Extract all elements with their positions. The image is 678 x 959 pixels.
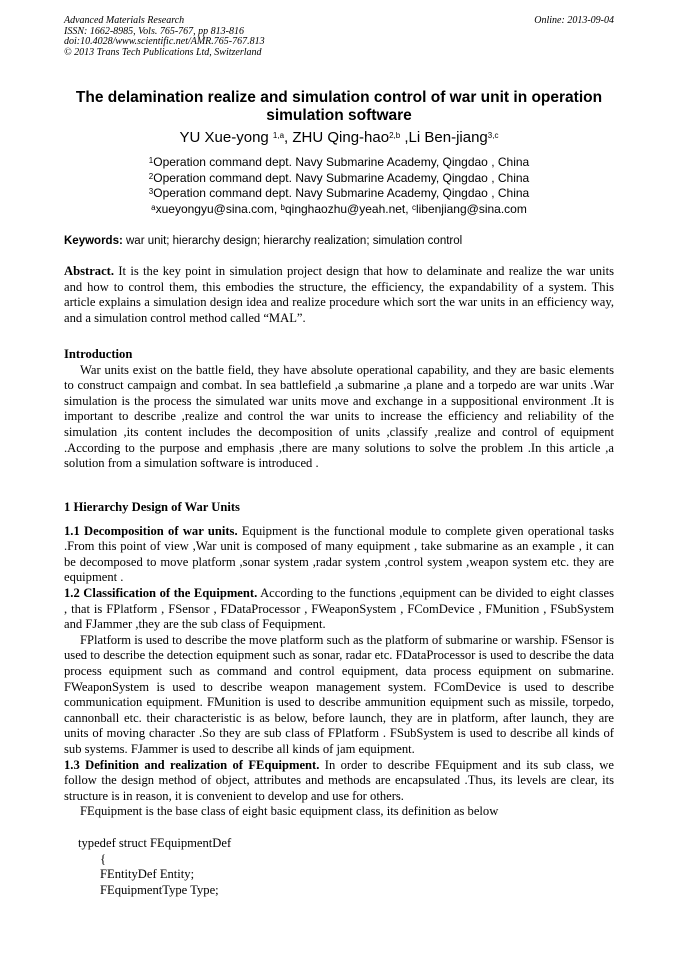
s13-text: In order to describe FEquipment and its sub class, we follow the design method of object, attributes and methods are encapsulated .Thus, its levels are clear, its structure is in reason, it is convenient to develop and use for others.: [64, 757, 614, 803]
s12-paragraph: [64, 586, 614, 633]
doi-line: doi:10.4028/www.scientific.net/AMR.765-767.813: [64, 36, 265, 47]
online-date: Online: 2013-09-04: [534, 15, 614, 26]
affiliation-3-sup: 3: [148, 187, 154, 196]
keywords: [64, 235, 624, 247]
journal-header: [64, 16, 614, 58]
s11-text: Equipment is the functional module to complete given operational tasks .From this point of view ,War unit is composed of many equipment , take submarine as an example , it can be decomposed to move platform ,sonar system ,radar system ,control system ,weapon system etc. they are equipment .: [64, 523, 614, 585]
section-1: [64, 500, 614, 820]
title-line-2: simulation software: [266, 107, 412, 124]
s13-paragraph-2: FEquipment is the base class of eight basic equipment class, its definition as below: [80, 804, 499, 819]
introduction: [64, 347, 614, 472]
section-1-heading: 1 Hierarchy Design of War Units: [64, 500, 240, 514]
affiliation-2-sup: 2: [148, 171, 154, 181]
affiliation-3-text: Operation command dept. Navy Submarine Academy, Qingdao , China: [153, 186, 530, 200]
copyright-line: © 2013 Trans Tech Publications Ltd, Switzerland: [64, 46, 262, 58]
title-line-1: The delamination realize and simulation control of war unit in operation: [75, 89, 603, 106]
s12-paragraph-2: FPlatform is used to describe the move platform such as the platform of submarine or warship. FSensor is used to describe the detection equipment such as sonar, radar etc. FDataProcessor is used to describe the data process equipment such as command and control equipment, data process equipment on submarine. FWeaponSystem is used to describe weapon management system. FComDevice is used to describe communication equipment. FMunition is used to describe ammunition equipment such as missile, torpedo, cannonball etc. their characteristic is as below, before launch, they are in platform, after launch, they are units of moving character .So they are sub class of FPlatform . FSubSystem is used to describe all kinds of sub systems. FJammer is used to describe all kinds of jam equipment.: [64, 632, 614, 756]
journal-name: Advanced Materials Research: [64, 15, 185, 26]
email-a: xueyongyu@sina.com,: [155, 201, 281, 216]
affiliation-1-sup: 1: [148, 156, 154, 165]
author-3-sup: 3,c: [487, 131, 499, 140]
code-line-2: {: [100, 851, 107, 866]
affiliations: [0, 155, 678, 217]
email-line: [0, 202, 678, 218]
affiliation-2-text: Operation command dept. Navy Submarine Academy, Qingdao , China: [153, 170, 530, 185]
intro-heading: Introduction: [64, 347, 133, 361]
code-line-4: FEquipmentType Type;: [100, 882, 219, 897]
abstract-label: Abstract.: [64, 264, 115, 278]
code-line-1: typedef struct FEquipmentDef: [78, 836, 232, 850]
code-line-3: FEntityDef Entity;: [100, 867, 195, 882]
code-block: [64, 836, 231, 898]
affiliation-2: [0, 171, 678, 187]
email-b: qinghaozhu@yeah.net,: [284, 201, 412, 216]
s11-label: 1.1 Decomposition of war units.: [64, 523, 238, 538]
author-list: [0, 129, 678, 147]
paper-title: [40, 89, 638, 125]
s13-paragraph: [64, 758, 614, 805]
issn-line: ISSN: 1662-8985, Vols. 765-767, pp 813-816: [64, 25, 244, 37]
keywords-text: war unit; hierarchy design; hierarchy realization; simulation control: [122, 235, 463, 247]
author-2: , ZHU Qing-hao: [284, 129, 390, 146]
abstract-paragraph: [64, 264, 614, 326]
s12-label: 1.2 Classification of the Equipment.: [64, 585, 258, 600]
author-2-sup: 2,b: [389, 131, 401, 140]
keywords-label: Keywords:: [64, 235, 123, 247]
s13-label: 1.3 Definition and realization of FEquipment.: [64, 757, 320, 772]
s11-paragraph: [64, 524, 614, 586]
author-1-sup: 1,a: [272, 131, 285, 140]
intro-paragraph: War units exist on the battle field, they have absolute operational capability, and they are basic elements to construct campaign and combat. In sea battlefield ,a submarine ,a plane and a torpedo are war units .War simulation is the process the simulated war units move and exchange in a suppositional environment .It is important to describe ,realize and control the war units to increase the efficiency and reliability of the simulation ,its content includes the decomposition of units ,classify ,realize and control of equipment .According to the purpose and emphasis ,there are many solutions to solve the problem .In this article ,a solution from a simulation software is introduced .: [64, 362, 614, 471]
email-a-sup: a: [151, 202, 156, 212]
email-b-sup: b: [280, 202, 285, 212]
affiliation-3: [0, 186, 678, 202]
email-c: libenjiang@sina.com: [415, 201, 527, 216]
author-3: ,Li Ben-jiang: [400, 129, 488, 146]
abstract: [64, 264, 614, 326]
s12-text: According to the functions ,equipment can be divided to eight classes , that is FPlatform , FSensor , FDataProcessor , FWeaponSystem , FComDevice , FMunition , FSubSystem and FJammer ,they are the sub class of Fequipment.: [64, 585, 614, 632]
author-1: YU Xue-yong: [179, 129, 273, 146]
affiliation-1-text: Operation command dept. Navy Submarine Academy, Qingdao , China: [153, 155, 530, 169]
affiliation-1: [0, 155, 678, 171]
abstract-text: It is the key point in simulation project design that how to delaminate and realize the war units and how to control them, this embodies the structure, the efficiency, the expandability of a system. This article explains a simulation design idea and realize procedure which sort the war units in an efficiency way, and a simulation control method called “MAL”.: [64, 264, 614, 325]
email-c-sup: c: [411, 202, 416, 212]
